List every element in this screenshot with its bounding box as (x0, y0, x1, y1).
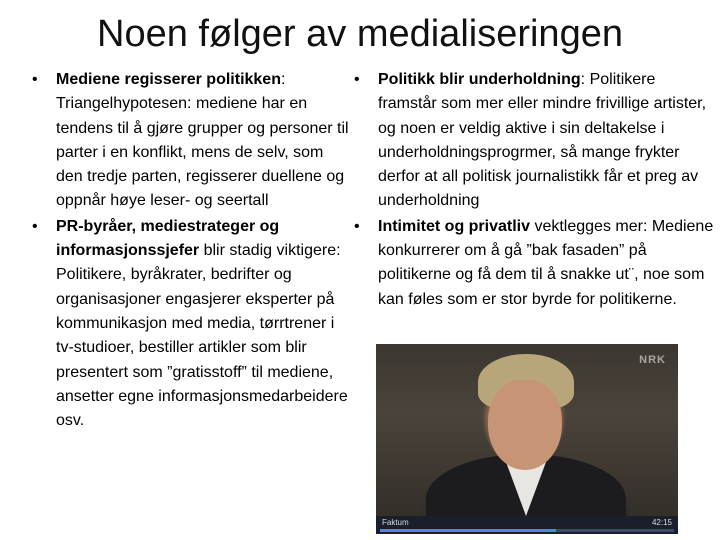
bullet-item (352, 215, 714, 312)
person-face (488, 380, 562, 470)
left-column (30, 68, 350, 434)
video-frame[interactable] (376, 344, 678, 516)
slide-title: Noen følger av medialiseringen (97, 13, 623, 55)
bullet-lead: Mediene regisserer politikken (56, 71, 281, 88)
bullet-text: : Triangelhypotesen: mediene har en tendens til å gjøre grupper og personer til parter i en konflikt, mens de selv, som den tredje parten, regisserer duellene og oppnår høye leser- og seertall (56, 71, 349, 210)
right-column (352, 68, 714, 313)
video-time: 42:15 (651, 518, 672, 527)
video-control-label: Faktum (382, 518, 409, 527)
bullet-dot-icon: • (354, 217, 360, 235)
bullet-item (352, 68, 714, 214)
bullet-lead: PR-byråer, mediestrateger og informasjonssjefer (56, 217, 280, 260)
bullet-dot-icon: • (32, 217, 38, 235)
bullet-text: blir stadig viktigere: Politikere, byråkrater, bedrifter og organisasjoner engasjerer eksperter på kommunikasjon med media, tørrtrener i tv-studioer, bestiller artikler som blir presentert som ”gratisstoff” til mediene, ansetter egne informasjonsmedarbeidere osv. (56, 242, 348, 430)
video-progress-track[interactable] (380, 529, 674, 532)
bullet-lead: Intimitet og privatliv (378, 217, 531, 235)
bullet-dot-icon: • (32, 71, 38, 88)
bullet-text: : Politikere framstår som mer eller mindre frivillige artister, og noen er veldig aktive i sin deltakelse i underholdningsprogrmer, så mange frykter derfor at all politisk journalistikk får et preg av underholdning (378, 71, 707, 210)
bullet-lead: Politikk blir underholdning (378, 71, 581, 88)
video-controls[interactable] (376, 516, 678, 534)
bullet-text: vektlegges mer: Mediene konkurrerer om å gå ”bak fasaden” på politikerne og få dem til å snakke ut¨, noe som kan føles som er stor byrde for politikerne. (378, 217, 714, 308)
channel-logo: NRK (639, 354, 666, 366)
video-player[interactable] (376, 344, 678, 534)
video-progress-fill (380, 529, 556, 532)
bullet-item (30, 215, 350, 434)
bullet-item (30, 68, 350, 214)
bullet-dot-icon: • (354, 71, 360, 88)
